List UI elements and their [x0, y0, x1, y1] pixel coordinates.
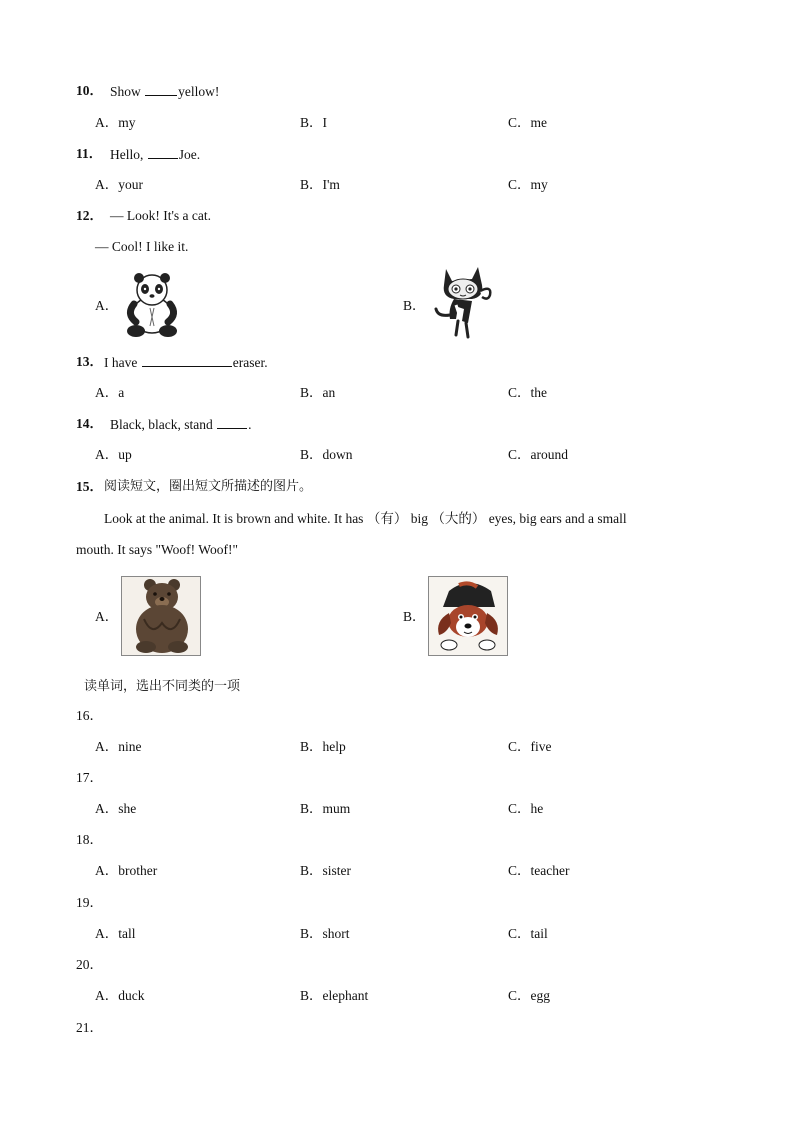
answer-blank[interactable]: [145, 81, 177, 96]
option-b[interactable]: B．short: [300, 926, 350, 941]
question-14: [0, 414, 794, 434]
question-text: I have eraser.: [104, 352, 268, 373]
question-number: 12．: [76, 208, 103, 223]
question-17: [0, 768, 794, 788]
question-12: [0, 206, 794, 226]
option-a[interactable]: A．your: [95, 177, 143, 192]
question-number: 14．: [76, 416, 103, 431]
option-b[interactable]: B．an: [300, 385, 336, 400]
section-title: 读单词，选出不同类的一项: [84, 679, 241, 694]
options-16: [0, 737, 794, 757]
option-b[interactable]: B．down: [300, 447, 353, 462]
option-b[interactable]: B．elephant: [300, 988, 369, 1003]
option-c[interactable]: C．five: [508, 739, 552, 754]
question-20: [0, 955, 794, 975]
option-a[interactable]: A．up: [95, 447, 132, 462]
option-c[interactable]: C．he: [508, 801, 544, 816]
options-10: [0, 113, 794, 133]
passage-line-1: Look at the animal. It is brown and white. It has （有） big （大的） eyes, big ears and a small: [104, 511, 627, 526]
question-text: Show yellow!: [110, 81, 219, 102]
options-20: [0, 986, 794, 1006]
option-a[interactable]: A．a: [95, 385, 125, 400]
bear-image[interactable]: [121, 576, 201, 656]
option-c[interactable]: C．the: [508, 385, 547, 400]
question-21: [0, 1018, 794, 1038]
cat-image[interactable]: [432, 265, 496, 339]
question-text: Hello, Joe.: [110, 144, 200, 165]
option-a[interactable]: A．she: [95, 801, 137, 816]
passage-line-2: mouth. It says "Woof! Woof!": [76, 542, 238, 557]
question-15: [0, 477, 794, 497]
option-a[interactable]: A．my: [95, 115, 136, 130]
answer-blank[interactable]: [148, 144, 178, 159]
option-a[interactable]: A．tall: [95, 926, 136, 941]
options-11: [0, 175, 794, 195]
question-16: [0, 706, 794, 726]
question-number: 10．: [76, 83, 103, 98]
option-a[interactable]: A．: [95, 609, 119, 624]
option-c[interactable]: C．around: [508, 447, 568, 462]
question-number: 19．: [76, 895, 103, 910]
option-c[interactable]: C．teacher: [508, 863, 570, 878]
option-c[interactable]: C．my: [508, 177, 548, 192]
answer-blank[interactable]: [217, 414, 247, 429]
question-number: 17．: [76, 770, 103, 785]
question-number: 21．: [76, 1020, 103, 1035]
option-a[interactable]: A．nine: [95, 739, 142, 754]
question-11: [0, 144, 794, 164]
option-b[interactable]: B．: [403, 609, 426, 624]
reply-text: — Cool! I like it.: [95, 239, 189, 254]
option-a[interactable]: A．brother: [95, 863, 158, 878]
question-number: 15．: [76, 479, 103, 494]
options-15: [0, 607, 794, 627]
option-c[interactable]: C．egg: [508, 988, 550, 1003]
question-number: 18．: [76, 832, 103, 847]
question-number: 13．: [76, 354, 103, 369]
option-b[interactable]: B．I'm: [300, 177, 340, 192]
option-b[interactable]: B．sister: [300, 863, 352, 878]
option-a[interactable]: A．: [95, 298, 119, 313]
question-10: [0, 81, 794, 101]
question-text: — Look! It's a cat.: [110, 208, 212, 223]
options-14: [0, 445, 794, 465]
option-a[interactable]: A．duck: [95, 988, 145, 1003]
option-b[interactable]: B．I: [300, 115, 327, 130]
option-b[interactable]: B．help: [300, 739, 346, 754]
option-c[interactable]: C．tail: [508, 926, 548, 941]
question-13: [0, 352, 794, 372]
question-instruction: 阅读短文，圈出短文所描述的图片。: [104, 479, 313, 494]
question-12-reply: [0, 237, 794, 257]
question-number: 11．: [76, 146, 103, 161]
dog-image[interactable]: [428, 576, 508, 656]
answer-blank[interactable]: [142, 352, 232, 367]
option-b[interactable]: B．: [403, 298, 426, 313]
options-13: [0, 383, 794, 403]
question-text: Black, black, stand .: [110, 414, 251, 435]
question-number: 20．: [76, 957, 103, 972]
option-b[interactable]: B．mum: [300, 801, 351, 816]
panda-image[interactable]: [120, 270, 184, 338]
option-c[interactable]: C．me: [508, 115, 547, 130]
options-17: [0, 799, 794, 819]
options-18: [0, 861, 794, 881]
options-19: [0, 924, 794, 944]
question-19: [0, 893, 794, 913]
question-18: [0, 830, 794, 850]
question-number: 16．: [76, 708, 103, 723]
